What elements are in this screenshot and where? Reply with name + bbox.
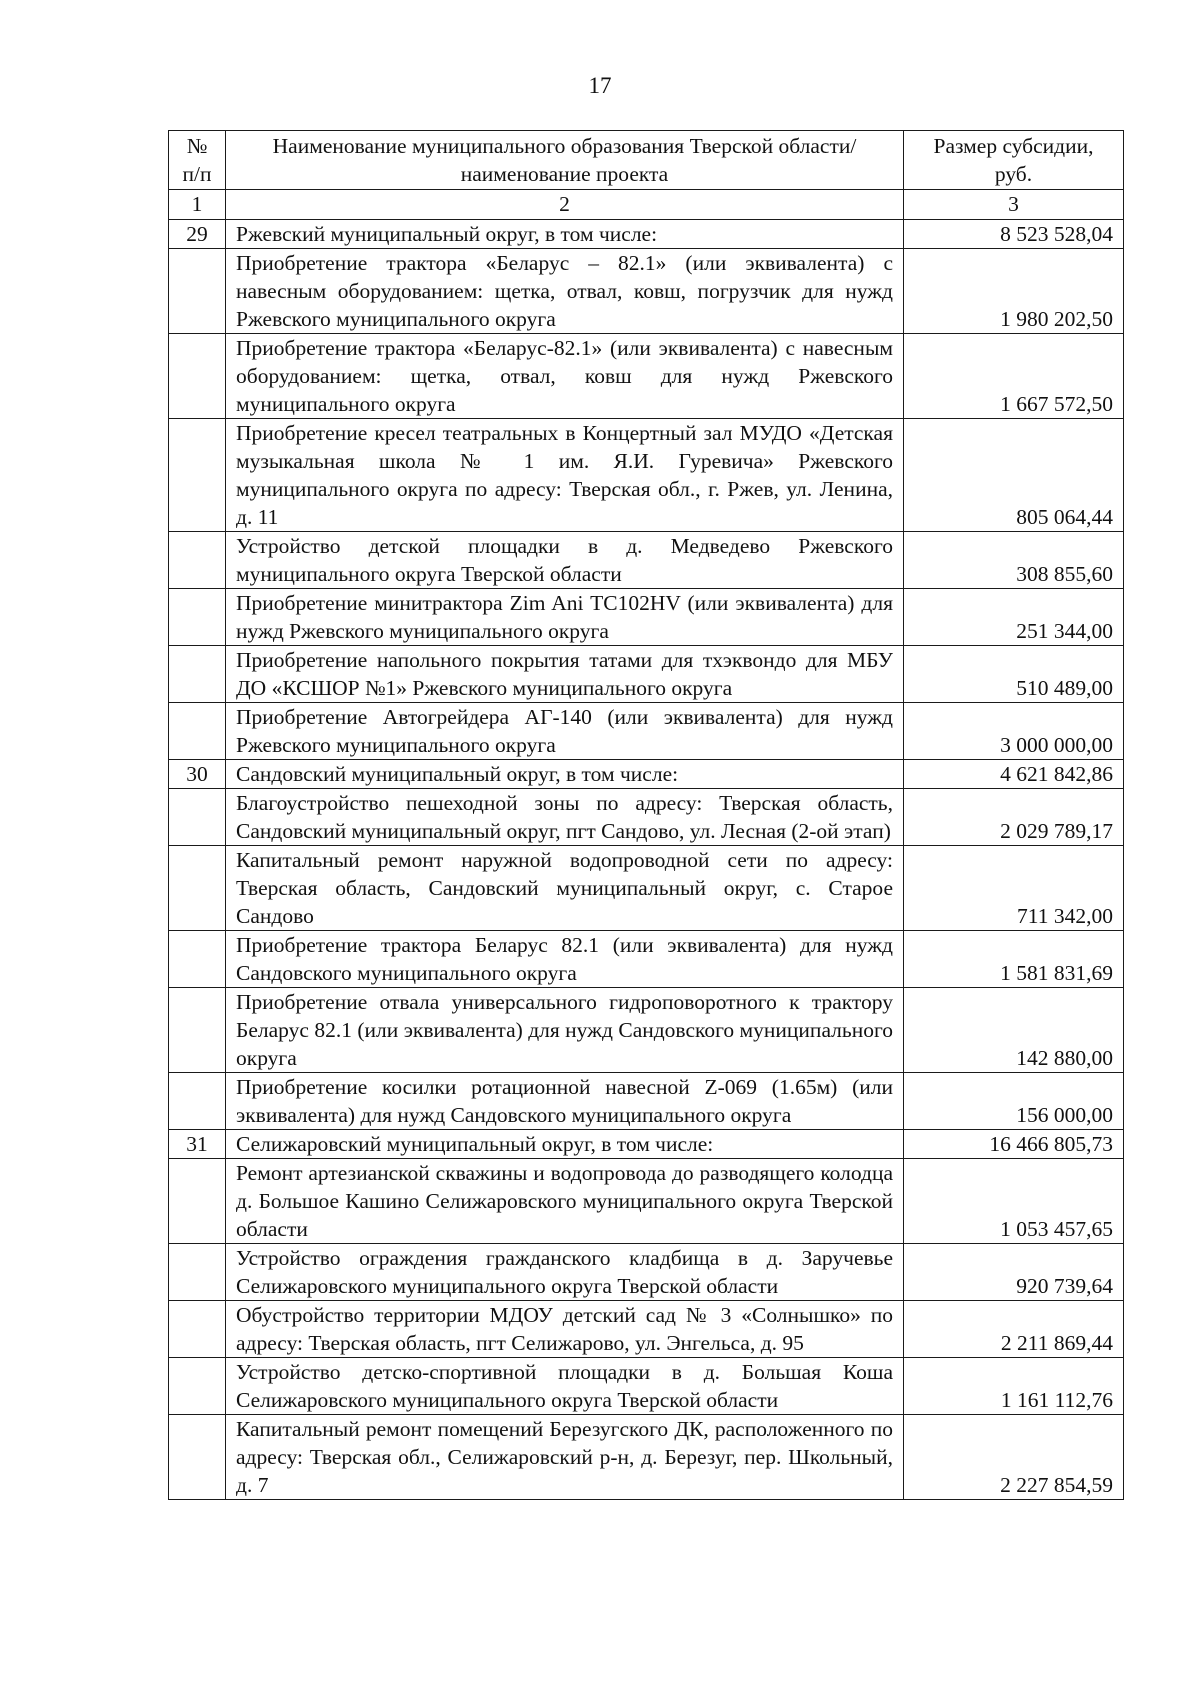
row-number xyxy=(169,419,226,532)
project-name: Приобретение кресел театральных в Концертный зал МУДО «Детская музыкальная школа № 1 им. Я.И. Гуревича» Ржевского муниципального округа по адресу: Тверская обл., г. Ржев, ул. Ленина, д. 11 xyxy=(226,419,904,532)
row-number: 31 xyxy=(169,1130,226,1159)
table-header xyxy=(169,131,1124,220)
row-number xyxy=(169,846,226,931)
project-row xyxy=(169,1301,1124,1358)
municipality-row xyxy=(169,220,1124,249)
subsidy-amount: 8 523 528,04 xyxy=(904,220,1124,249)
project-row xyxy=(169,334,1124,419)
header-row xyxy=(169,131,1124,190)
subsidy-amount: 251 344,00 xyxy=(904,589,1124,646)
subsidy-table xyxy=(168,130,1124,1500)
column-index-row xyxy=(169,190,1124,220)
project-name: Сандовский муниципальный округ, в том числе: xyxy=(226,760,904,789)
subsidy-amount: 4 621 842,86 xyxy=(904,760,1124,789)
project-name: Приобретение минитрактора Zim Ani TC102HV (или эквивалента) для нужд Ржевского муниципального округа xyxy=(226,589,904,646)
row-number xyxy=(169,988,226,1073)
row-number xyxy=(169,249,226,334)
project-row xyxy=(169,1159,1124,1244)
project-row xyxy=(169,789,1124,846)
project-name: Устройство ограждения гражданского кладбища в д. Заручевье Селижаровского муниципального округа Тверской области xyxy=(226,1244,904,1301)
project-name: Капитальный ремонт помещений Березугского ДК, расположенного по адресу: Тверская обл., Селижаровский р-н, д. Березуг, пер. Школьный, д. 7 xyxy=(226,1415,904,1500)
row-number xyxy=(169,1415,226,1500)
subsidy-amount: 142 880,00 xyxy=(904,988,1124,1073)
municipality-row xyxy=(169,760,1124,789)
project-row xyxy=(169,931,1124,988)
project-row xyxy=(169,532,1124,589)
project-name: Устройство детской площадки в д. Медведево Ржевского муниципального округа Тверской области xyxy=(226,532,904,589)
subsidy-amount: 2 227 854,59 xyxy=(904,1415,1124,1500)
project-row xyxy=(169,419,1124,532)
row-number xyxy=(169,1073,226,1130)
row-number xyxy=(169,1358,226,1415)
project-row xyxy=(169,846,1124,931)
subsidy-amount: 920 739,64 xyxy=(904,1244,1124,1301)
subsidy-amount: 1 581 831,69 xyxy=(904,931,1124,988)
project-row xyxy=(169,988,1124,1073)
table-body xyxy=(169,220,1124,1500)
row-number xyxy=(169,703,226,760)
municipality-row xyxy=(169,1130,1124,1159)
row-number xyxy=(169,1301,226,1358)
project-name: Капитальный ремонт наружной водопроводной сети по адресу: Тверская область, Сандовский муниципальный округ, с. Старое Сандово xyxy=(226,846,904,931)
column-index: 3 xyxy=(904,190,1124,220)
project-row xyxy=(169,646,1124,703)
project-name: Обустройство территории МДОУ детский сад № 3 «Солнышко» по адресу: Тверская область, пгт Селижарово, ул. Энгельса, д. 95 xyxy=(226,1301,904,1358)
header-name: Наименование муниципального образования Тверской области/наименование проекта xyxy=(226,131,904,190)
header-amount: Размер субсидии, руб. xyxy=(904,131,1124,190)
project-row xyxy=(169,703,1124,760)
column-index: 1 xyxy=(169,190,226,220)
subsidy-amount: 1 980 202,50 xyxy=(904,249,1124,334)
header-num: № п/п xyxy=(169,131,226,190)
subsidy-amount: 1 667 572,50 xyxy=(904,334,1124,419)
project-name: Благоустройство пешеходной зоны по адресу: Тверская область, Сандовский муниципальный округ, пгт Сандово, ул. Лесная (2-ой этап) xyxy=(226,789,904,846)
row-number xyxy=(169,1159,226,1244)
row-number xyxy=(169,1244,226,1301)
project-name: Ржевский муниципальный округ, в том числе: xyxy=(226,220,904,249)
project-name: Приобретение напольного покрытия татами для тхэквондо для МБУ ДО «КСШОР №1» Ржевского муниципального округа xyxy=(226,646,904,703)
subsidy-amount: 2 211 869,44 xyxy=(904,1301,1124,1358)
subsidy-amount: 805 064,44 xyxy=(904,419,1124,532)
project-row xyxy=(169,589,1124,646)
page-number: 17 xyxy=(588,73,612,98)
project-row xyxy=(169,1358,1124,1415)
project-row xyxy=(169,1244,1124,1301)
row-number xyxy=(169,789,226,846)
row-number: 30 xyxy=(169,760,226,789)
subsidy-amount: 510 489,00 xyxy=(904,646,1124,703)
project-name: Приобретение отвала универсального гидроповоротного к трактору Беларус 82.1 (или эквивалента) для нужд Сандовского муниципального округа xyxy=(226,988,904,1073)
subsidy-amount: 1 053 457,65 xyxy=(904,1159,1124,1244)
subsidy-amount: 308 855,60 xyxy=(904,532,1124,589)
project-row xyxy=(169,1415,1124,1500)
project-row xyxy=(169,249,1124,334)
row-number: 29 xyxy=(169,220,226,249)
project-name: Приобретение косилки ротационной навесной Z-069 (1.65м) (или эквивалента) для нужд Сандовского муниципального округа xyxy=(226,1073,904,1130)
subsidy-amount: 711 342,00 xyxy=(904,846,1124,931)
subsidy-amount: 16 466 805,73 xyxy=(904,1130,1124,1159)
row-number xyxy=(169,532,226,589)
subsidy-amount: 156 000,00 xyxy=(904,1073,1124,1130)
subsidy-amount: 2 029 789,17 xyxy=(904,789,1124,846)
project-name: Селижаровский муниципальный округ, в том числе: xyxy=(226,1130,904,1159)
row-number xyxy=(169,334,226,419)
project-name: Приобретение трактора «Беларус-82.1» (или эквивалента) с навесным оборудованием: щетка, отвал, ковш для нужд Ржевского муниципального округа xyxy=(226,334,904,419)
project-row xyxy=(169,1073,1124,1130)
subsidy-amount: 3 000 000,00 xyxy=(904,703,1124,760)
project-name: Ремонт артезианской скважины и водопровода до разводящего колодца д. Большое Кашино Селижаровского муниципального округа Тверской области xyxy=(226,1159,904,1244)
row-number xyxy=(169,589,226,646)
column-index: 2 xyxy=(226,190,904,220)
project-name: Приобретение Автогрейдера АГ-140 (или эквивалента) для нужд Ржевского муниципального округа xyxy=(226,703,904,760)
row-number xyxy=(169,931,226,988)
subsidy-amount: 1 161 112,76 xyxy=(904,1358,1124,1415)
project-name: Приобретение трактора Беларус 82.1 (или эквивалента) для нужд Сандовского муниципального округа xyxy=(226,931,904,988)
row-number xyxy=(169,646,226,703)
project-name: Приобретение трактора «Беларус – 82.1» (или эквивалента) с навесным оборудованием: щетка, отвал, ковш, погрузчик для нужд Ржевского муниципального округа xyxy=(226,249,904,334)
project-name: Устройство детско-спортивной площадки в д. Большая Коша Селижаровского муниципального округа Тверской области xyxy=(226,1358,904,1415)
